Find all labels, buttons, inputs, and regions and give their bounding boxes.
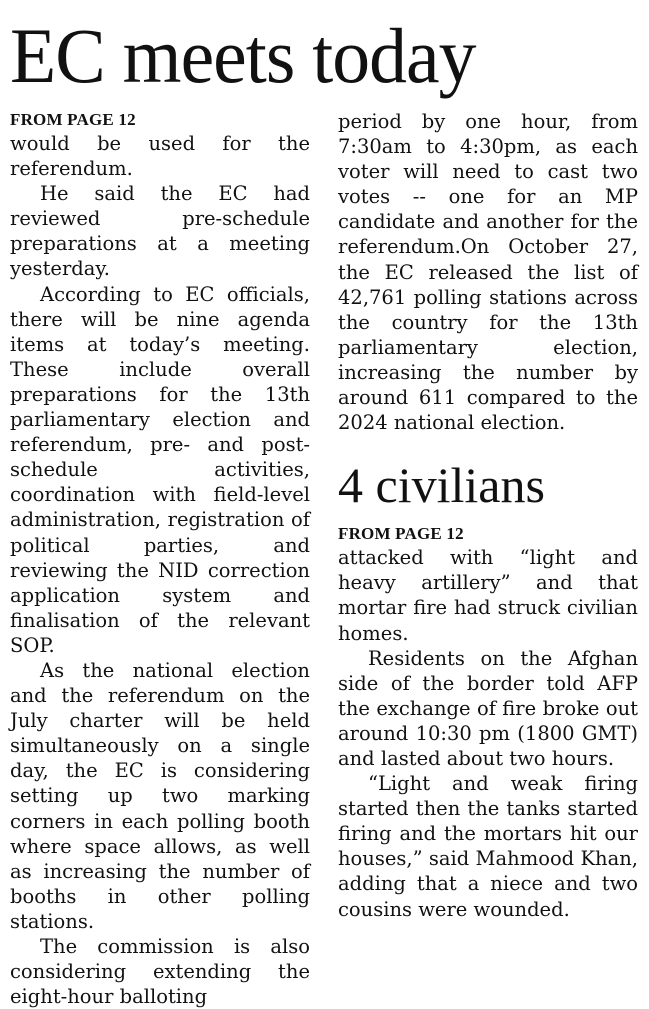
- story1-paragraph: He said the EC had reviewed pre-schedule preparations at a meeting yesterday.: [10, 182, 310, 281]
- story2-paragraph: “Light and weak firing started then the tanks started firing and the mortars hit our houses,” said Mahmood Khan, adding that a niece and two cousins were wounded.: [338, 772, 638, 921]
- jump-label-story2: FROM PAGE 12: [338, 524, 464, 544]
- jump-label-story1: FROM PAGE 12: [10, 110, 136, 129]
- story1-paragraph-continued: period by one hour, from 7:30am to 4:30pm, as each voter will need to cast two votes -- one for an MP candidate and another for the referendum.On October 27, the EC released the list of 42,761 polling stations across the country for the 13th parliamentary election, increasing the number by around 611 compared to the 2024 national election.: [338, 110, 638, 435]
- story2-paragraph: attacked with “light and heavy artillery” and that mortar fire had struck civilian homes.: [338, 546, 638, 645]
- column-left: [10, 109, 310, 1009]
- story1-paragraph: According to EC officials, there will be nine agenda items at today’s meeting. These include overall preparations for the 13th parliamentary election and referendum, pre- and post-schedule activities, coordination with field-level administration, registration of political parties, and reviewing the NID correction application system and finalisation of the relevant SOP.: [10, 282, 310, 657]
- story1-paragraph: As the national election and the referendum on the July charter will be held simultaneously on a single day, the EC is considering setting up two marking corners in each polling booth where space allows, as well as increasing the number of booths in other polling stations.: [10, 658, 310, 933]
- story2-paragraph: Residents on the Afghan side of the border told AFP the exchange of fire broke out around 10:30 pm (1800 GMT) and lasted about two hours.: [338, 646, 638, 770]
- story1-paragraph: The commission is also considering extending the eight-hour balloting: [10, 935, 310, 1009]
- column-right: [338, 109, 638, 922]
- headline-ec-meets-today: EC meets today: [10, 12, 476, 99]
- story1-paragraph: would be used for the referendum.: [10, 132, 310, 181]
- headline-4-civilians: 4 civilians: [338, 457, 545, 514]
